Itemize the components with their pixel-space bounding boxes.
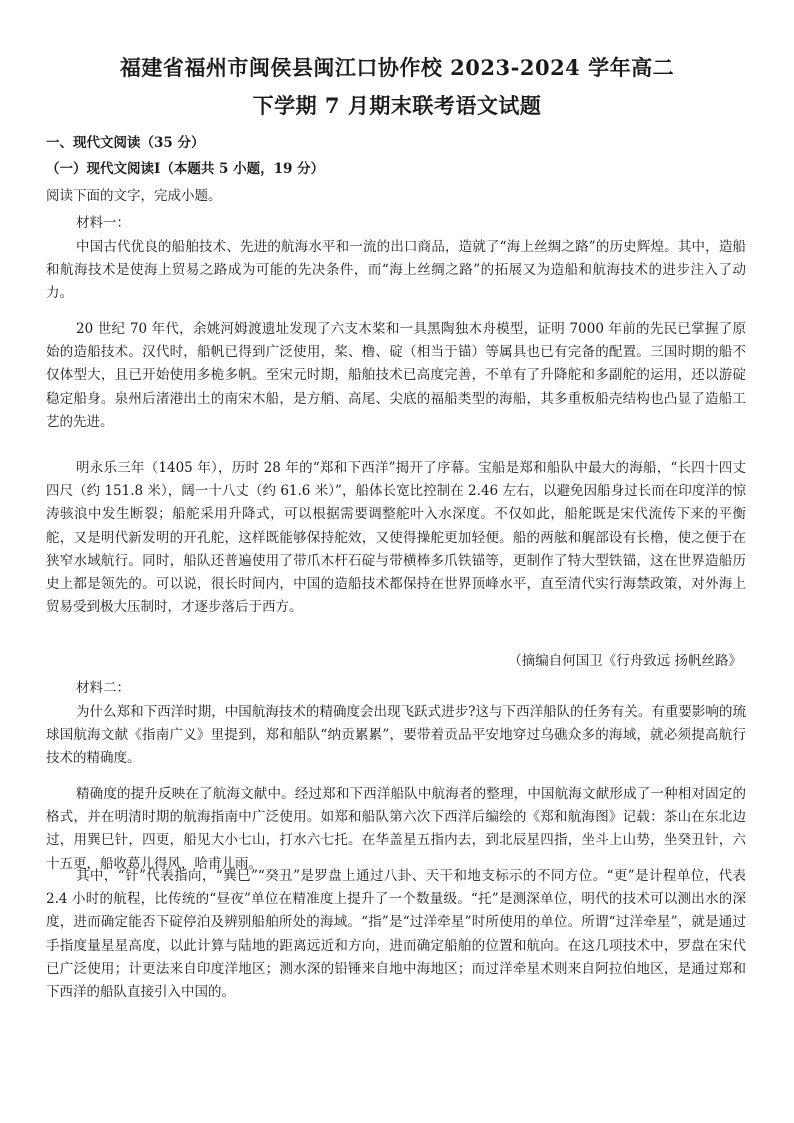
material2-paragraph-3: 其中，“针”代表指向，“巽巳”“癸丑”是罗盘上通过八卦、天干和地支标示的不同方位。“更”是计程单位，代表 2.4 小时的航程，比传统的“昼夜”单位在精准度上提升了一个数量级。“托”是测深单位，明代的技术可以测出水的深度，进而确定能否下碇停泊及辨别船舶所处的海域。“指”是“过洋牵星”时所使用的单位。所谓“过洋牵星”，就是通过手指度量星星高度，以此计算与陆地的距离远近和方向，进而确定船舶的位置和航向。在这几项技术中，罗盘在宋代已广泛使用；计更法来自印度洋地区；测水深的铅锤来自地中海地区；而过洋牵星术则来自阿拉伯地区，是通过郑和下西洋的船队直接引入中国的。	[46, 868, 746, 1001]
exam-title-line1: 福建省福州市闽侯县闽江口协作校 2023-2024 学年高二	[119, 55, 675, 80]
material1-paragraph-3: 明永乐三年（1405 年），历时 28 年的“郑和下西洋”揭开了序幕。宝船是郑和船队中最大的海船，“长四十四丈四尺（约 151.8 米），阔一十八丈（约 61.6 米）”，船体长宽比控制在 2.46 左右，以避免因船身过长而在印度洋的惊涛骇浪中发生断裂；船舵采用升降式，可以根据需要调整舵叶入水深度。不仅如此，船舵既是宋代流传下来的平衡舵，又是明代新发明的开孔舵，这样既能够保持舵效，又使得操舵更加轻便。船的两舷和艉部设有长橹，使之便于在狭窄水域航行。同时，船队还普遍使用了带爪木杆石碇与带横棒多爪铁锚等，更制作了特大型铁锚，这在世界造船历史上都是领先的。可以说，很长时间内，中国的造船技术都保持在世界顶峰水平，直至清代实行海禁政策，对外海上贸易受到极大压制时，才逐步落后于西方。	[46, 460, 746, 616]
material2-paragraph-1: 为什么郑和下西洋时期，中国航海技术的精确度会出现飞跃式进步?这与下西洋船队的任务有关。有重要影响的琉球国航海文献《指南广义》里提到，郑和船队“纳贡累累”，要带着贡品平安地穿过乌礁众多的海域，就必须提高航行技术的精确度。	[46, 704, 746, 767]
reading-instruction: 阅读下面的文字，完成小题。	[46, 188, 222, 204]
material2-paragraph-2: 精确度的提升反映在了航海文献中。经过郑和下西洋船队中航海者的整理，中国航海文献形成了一种相对固定的格式，并在明清时期的航海指南中广泛使用。如郑和船队第六次下西洋后编绘的《郑和航海图》记载：茶山在东北边过，用巽巳针，四更，船见大小七山，打水六七托。在华盖星五指内去，到北辰星四指，坐斗上山势，坐癸丑针，六十五更，船收葛儿得风，哈甫儿雨。	[46, 786, 746, 872]
material1-paragraph-2: 20 世纪 70 年代，余姚河姆渡遗址发现了六支木桨和一具黑陶独木舟模型，证明 7000 年前的先民已掌握了原始的造船技术。汉代时，船帆已得到广泛使用，桨、橹、碇（相当于锚）等属具也已有完备的配置。三国时期的船不仅体型大，且已开始使用多桅多帆。至宋元时期，船舶技术已高度完善，不单有了升降舵和多副舵的运用，还以游碇稳定船身。泉州后渚港出土的南宋木船，是方艄、高尾、尖底的福船类型的海船，其多重板船壳结构也凸显了造船工艺的先进。	[46, 321, 746, 430]
exam-title-line2: 下学期 7 月期末联考语文试题	[252, 93, 542, 118]
material1-source: （摘编自何国卫《行舟致远 扬帆丝路》	[508, 653, 742, 669]
material1-label: 材料一：	[76, 215, 130, 231]
subsection-heading: （一）现代文阅读Ⅰ（本题共 5 小题，19 分）	[46, 161, 325, 177]
material2-label: 材料二：	[76, 680, 130, 696]
section-heading: 一、现代文阅读（35 分）	[46, 135, 205, 151]
material1-paragraph-1: 中国古代优良的船舶技术、先进的航海水平和一流的出口商品，造就了“海上丝绸之路”的历史辉煌。其中，造船和航海技术是使海上贸易之路成为可能的先决条件，而“海上丝绸之路”的拓展又为造船和航海技术的进步注入了动力。	[46, 239, 746, 302]
